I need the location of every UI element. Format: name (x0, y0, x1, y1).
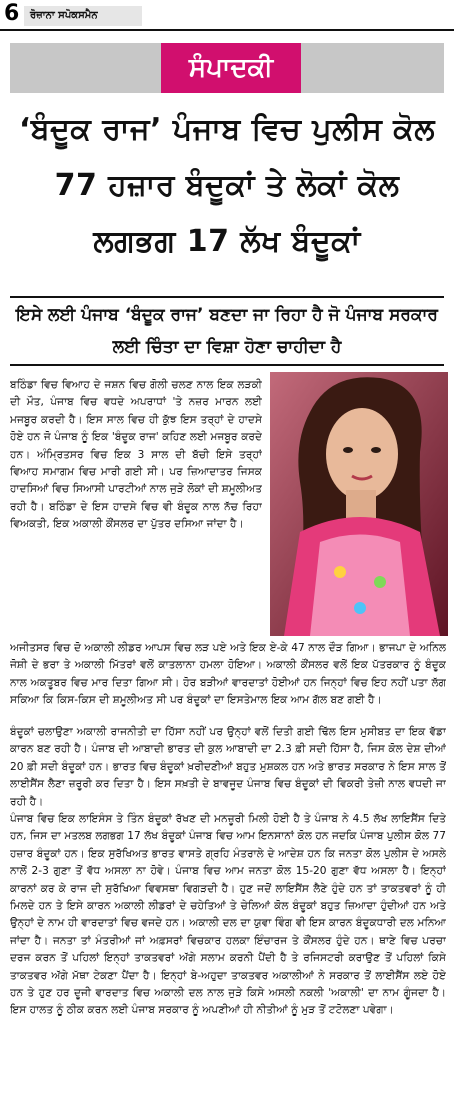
paragraph-text: ਪੰਜਾਬ ਵਿਚ ਇਕ ਲਾਇਸੰਸ ਤੇ ਤਿੰਨ ਬੰਦੂਕਾਂ ਰੱਖਣ ਦੀ ਮਨਜ਼ੂਰੀ ਮਿਲੀ ਹੋਈ ਹੈ ਤੇ ਪੰਜਾਬ ਨੇ 4.5 ਲੱਖ ਲਾਇਸੈਂਸ ਦਿਤੇ ਹਨ, ਜਿਸ ਦਾ ਮਤਲਬ ਲਗਭਗ 17 ਲੱਖ ਬੰਦੂਕਾਂ ਪੰਜਾਬ ਵਿਚ ਆਮ ਇਨਸਾਨਾਂ ਕੋਲ ਹਨ ਜਦਕਿ ਪੰਜਾਬ ਪੁਲੀਸ ਕੋਲ 77 ਹਜ਼ਾਰ ਬੰਦੂਕਾਂ ਹਨ। ਇਕ ਸੁਰੱਖਿਅਤ ਭਾਰਤ ਵਾਸਤੇ ਗ੍ਰਹਿ ਮੰਤਰਾਲੇ ਦੇ ਆਦੇਸ਼ ਹਨ ਕਿ ਜਨਤਾ ਕੋਲ ਪੁਲੀਸ ਦੇ ਅਸਲੇ ਨਾਲੋਂ 2-3 ਗੁਣਾ ਤੋਂ ਵੱਧ ਅਸਲਾ ਨਾ ਹੋਵੇ। ਪੰਜਾਬ ਵਿਚ ਆਮ ਜਨਤਾ ਕੋਲ 15-20 ਗੁਣਾ ਵੱਧ ਅਸਲਾ ਹੈ। ਇਨ੍ਹਾਂ ਕਾਰਨਾਂ ਕਰ ਕੇ ਰਾਜ ਦੀ ਸੁਰੱਖਿਆ ਵਿਵਸਥਾ ਵਿਗੜਦੀ ਹੈ। ਹੁਣ ਜਦੋਂ ਲਾਇਸੈਂਸ ਲੈਣੇ ਹੁੰਦੇ ਹਨ ਤਾਂ ਤਾਕਤਵਰਾਂ ਨੂੰ ਹੀ ਮਿਲਦੇ ਹਨ ਤੇ ਇਸੇ ਕਾਰਨ ਅਕਾਲੀ ਲੀਡਰਾਂ ਦੇ ਚਹੇਤਿਆਂ ਤੇ ਚੇਲਿਆਂ ਕੋਲ ਬੰਦੂਕਾਂ ਬਹੁਤ ਜ਼ਿਆਦਾ ਹੁੰਦੀਆਂ ਹਨ ਅਤੇ ਉਨ੍ਹਾਂ ਦੇ ਨਾਮ ਹੀ ਵਾਰਦਾਤਾਂ ਵਿਚ ਵਜਦੇ ਹਨ। ਅਕਾਲੀ ਦਲ ਦਾ ਯੁਵਾ ਵਿੰਗ ਵੀ ਇਸ ਕਾਰਨ ਬੰਦੂਕਧਾਰੀ ਦਲ ਮਨਿਆ ਜਾਂਦਾ ਹੈ। ਜਨਤਾ ਤਾਂ ਮੰਤਰੀਆਂ ਜਾਂ ਅਫ਼ਸਰਾਂ ਵਿਚਕਾਰ ਹਲਕਾ ਇੰਚਾਰਜ ਤੇ ਕੌਂਸਲਰ ਹੁੰਦੇ ਹਨ। ਥਾਣੇ ਵਿਚ ਪਰਚਾ ਦਰਜ ਕਰਨ ਤੋਂ ਪਹਿਲਾਂ ਇਨ੍ਹਾਂ ਤਾਕਤਵਰਾਂ ਅੱਗੇ ਸਲਾਮ ਕਰਨੀ ਪੈਂਦੀ ਹੈ ਤੇ ਰਜਿਸਟਰੀ ਕਰਾਉਣ ਤੋਂ ਪਹਿਲਾਂ ਕਿਸੇ ਤਾਕਤਵਰ ਅੱਗੇ ਮੱਥਾ ਟੇਕਣਾ ਪੈਂਦਾ ਹੈ। ਇਨ੍ਹਾਂ ਬੇ-ਅਹੁਦਾ ਤਾਕਤਵਰ ਅਕਾਲੀਆਂ ਨੇ ਸਰਕਾਰ ਤੋਂ ਲਾਈਸੈਂਸ ਲਏ ਹੋਏ ਹਨ ਤੇ ਹੁਣ ਹਰ ਦੂਜੀ ਵਾਰਦਾਤ ਵਿਚ ਅਕਾਲੀ ਦਲ ਨਾਲ ਜੁੜੇ ਕਿਸੇ ਅਸਲੀ ਨਕਲੀ 'ਅਕਾਲੀ' ਦਾ ਨਾਮ ਗੂੰਜਦਾ ਹੈ। ਇਸ ਹਾਲਤ ਨੂੰ ਠੀਕ ਕਰਨ ਲਈ ਪੰਜਾਬ ਸਰਕਾਰ ਨੂੰ ਅਪਣੀਆਂ ਹੀ ਨੀਤੀਆਂ ਨੂੰ ਮੁੜ ਤੋਂ ਟਟੋਲਣਾ ਪਵੇਗਾ। (10, 813, 446, 1017)
newspaper-name: ਰੋਜ਼ਾਨਾ ਸਪੋਕਸਮੈਨ (24, 6, 142, 26)
paragraph-text: ਬਠਿੰਡਾ ਵਿਚ ਵਿਆਹ ਦੇ ਜਸ਼ਨ ਵਿਚ ਗੋਲੀ ਚਲਣ ਨਾਲ ਇਕ ਲੜਕੀ ਦੀ ਮੌਤ, ਪੰਜਾਬ ਵਿਚ ਵਧਦੇ ਅਪਰਾਧਾਂ 'ਤੇ ਨਜ਼ਰ ਮਾਰਨ ਲਈ ਮਜਬੂਰ ਕਰਦੀ ਹੈ। ਇਸ ਸਾਲ ਵਿਚ ਹੀ ਕੁੱਝ ਇਸ ਤਰ੍ਹਾਂ ਦੇ ਹਾਦਸੇ ਹੋਏ ਹਨ ਜੋ ਪੰਜਾਬ ਨੂੰ ਇਕ 'ਬੰਦੂਕ ਰਾਜ' ਕਹਿਣ ਲਈ ਮਜਬੂਰ ਕਰਦੇ ਹਨ। ਅੰਮ੍ਰਿਤਸਰ ਵਿਚ ਇਕ 3 ਸਾਲ ਦੀ ਬੱਚੀ ਇਸੇ ਤਰ੍ਹਾਂ ਵਿਆਹ ਸਮਾਗਮ ਵਿਚ ਮਾਰੀ ਗਈ ਸੀ। ਪਰ ਜ਼ਿਆਦਾਤਰ ਜਿਸਕ ਹਾਦਸਿਆਂ ਵਿਚ ਸਿਆਸੀ ਪਾਰਟੀਆਂ ਨਾਲ ਜੁੜੇ ਲੋਕਾਂ ਦੀ ਸ਼ਮੂਲੀਅਤ ਰਹੀ ਹੈ। ਬਠਿੰਡਾ ਦੇ ਇਸ ਹਾਦਸੇ ਵਿਚ ਵੀ ਬੰਦੂਕ ਨਾਲ ਨੱਚ ਰਿਹਾ ਵਿਅਕਤੀ, ਇਕ ਅਕਾਲੀ ਕੌਂਸਲਰ ਦਾ ਪੁੱਤਰ ਦਸਿਆ ਜਾਂਦਾ ਹੈ। (10, 379, 262, 531)
body-paragraph-2 (10, 724, 446, 811)
masthead (0, 0, 454, 30)
body-paragraph-1-rest (10, 640, 446, 724)
paragraph-text: ਬੰਦੂਕਾਂ ਚਲਾਉਣਾ ਅਕਾਲੀ ਰਾਜਨੀਤੀ ਦਾ ਹਿੱਸਾ ਨਹੀਂ ਪਰ ਉਨ੍ਹਾਂ ਵਲੋਂ ਦਿਤੀ ਗਈ ਢਿੱਲ ਇਸ ਮੁਸੀਬਤ ਦਾ ਇਕ ਵੱਡਾ ਕਾਰਨ ਬਣ ਰਹੀ ਹੈ। ਪੰਜਾਬ ਦੀ ਆਬਾਦੀ ਭਾਰਤ ਦੀ ਕੁਲ ਆਬਾਦੀ ਦਾ 2.3 ਫ਼ੀ ਸਦੀ ਹਿੱਸਾ ਹੈ, ਜਿਸ ਕੋਲ ਦੇਸ਼ ਦੀਆਂ 20 ਫ਼ੀ ਸਦੀ ਬੰਦੂਕਾਂ ਹਨ। ਭਾਰਤ ਵਿਚ ਬੰਦੂਕਾਂ ਖ਼ਰੀਦਣੀਆਂ ਬਹੁਤ ਮੁਸ਼ਕਲ ਹਨ ਅਤੇ ਭਾਰਤ ਸਰਕਾਰ ਨੇ ਇਸ ਸਾਲ ਤੋਂ ਲਾਈਸੈਂਸ ਲੈਣਾ ਜ਼ਰੂਰੀ ਕਰ ਦਿਤਾ ਹੈ। ਇਸ ਸਖ਼ਤੀ ਦੇ ਬਾਵਜੂਦ ਪੰਜਾਬ ਵਿਚ ਬੰਦੂਕਾਂ ਦੀ ਵਿਕਰੀ ਤੇਜ਼ੀ ਨਾਲ ਵਧਦੀ ਜਾ ਰਹੀ ਹੈ। (10, 726, 446, 808)
body-paragraph-3 (10, 811, 446, 1105)
section-label: ਸੰਪਾਦਕੀ (161, 43, 301, 93)
body-paragraph-1-column (10, 377, 262, 640)
headline: ‘ਬੰਦੂਕ ਰਾਜ’ ਪੰਜਾਬ ਵਿਚ ਪੁਲੀਸ ਕੋਲ 77 ਹਜ਼ਾਰ ਬੰਦੂਕਾਂ ਤੇ ਲੋਕਾਂ ਕੋਲ ਲਗਭਗ 17 ਲੱਖ ਬੰਦੂਕਾਂ (18, 112, 436, 259)
page-number: 6 (4, 1, 20, 26)
masthead-rule (0, 29, 454, 31)
subheadline: ਇਸੇ ਲਈ ਪੰਜਾਬ ‘ਬੰਦੂਕ ਰਾਜ’ ਬਣਦਾ ਜਾ ਰਿਹਾ ਹੈ ਜੋ ਪੰਜਾਬ ਸਰਕਾਰ ਲਈ ਚਿੰਤਾ ਦਾ ਵਿਸ਼ਾ ਹੋਣਾ ਚਾਹੀਦਾ ਹੈ (10, 296, 444, 366)
portrait-illustration (270, 372, 448, 636)
woman-portrait-image (270, 372, 448, 636)
section-banner (10, 43, 444, 93)
paragraph-text: ਅਜੀਤਸਰ ਵਿਚ ਦੋ ਅਕਾਲੀ ਲੀਡਰ ਆਪਸ ਵਿਚ ਲੜ ਪਏ ਅਤੇ ਇਕ ਏ-ਕੇ 47 ਨਾਲ ਦੌੜ ਗਿਆ। ਭਾਜਪਾ ਦੇ ਅਨਿਲ ਜੋਸ਼ੀ ਦੇ ਭਰਾ ਤੇ ਅਕਾਲੀ ਮਿੱਤਰਾਂ ਵਲੋਂ ਕਾਤਲਾਨਾ ਹਮਲਾ ਹੋਇਆ। ਅਕਾਲੀ ਕੌਂਸਲਰ ਵਲੋਂ ਇਕ ਪੱਤਰਕਾਰ ਨੂੰ ਬੰਦੂਕ ਨਾਲ ਅਕਤੂਬਰ ਵਿਚ ਮਾਰ ਦਿਤਾ ਗਿਆ ਸੀ। ਹੋਰ ਬੜੀਆਂ ਵਾਰਦਾਤਾਂ ਹੋਈਆਂ ਹਨ ਜਿਨ੍ਹਾਂ ਵਿਚ ਇਹ ਨਹੀਂ ਪਤਾ ਲੱਗ ਸਕਿਆ ਕਿ ਕਿਸ-ਕਿਸ ਦੀ ਸ਼ਮੂਲੀਅਤ ਸੀ ਪਰ ਬੰਦੂਕਾਂ ਦਾ ਇਸਤੇਮਾਲ ਇਕ ਆਮ ਗੱਲ ਬਣ ਗਈ ਹੈ। (10, 642, 446, 707)
